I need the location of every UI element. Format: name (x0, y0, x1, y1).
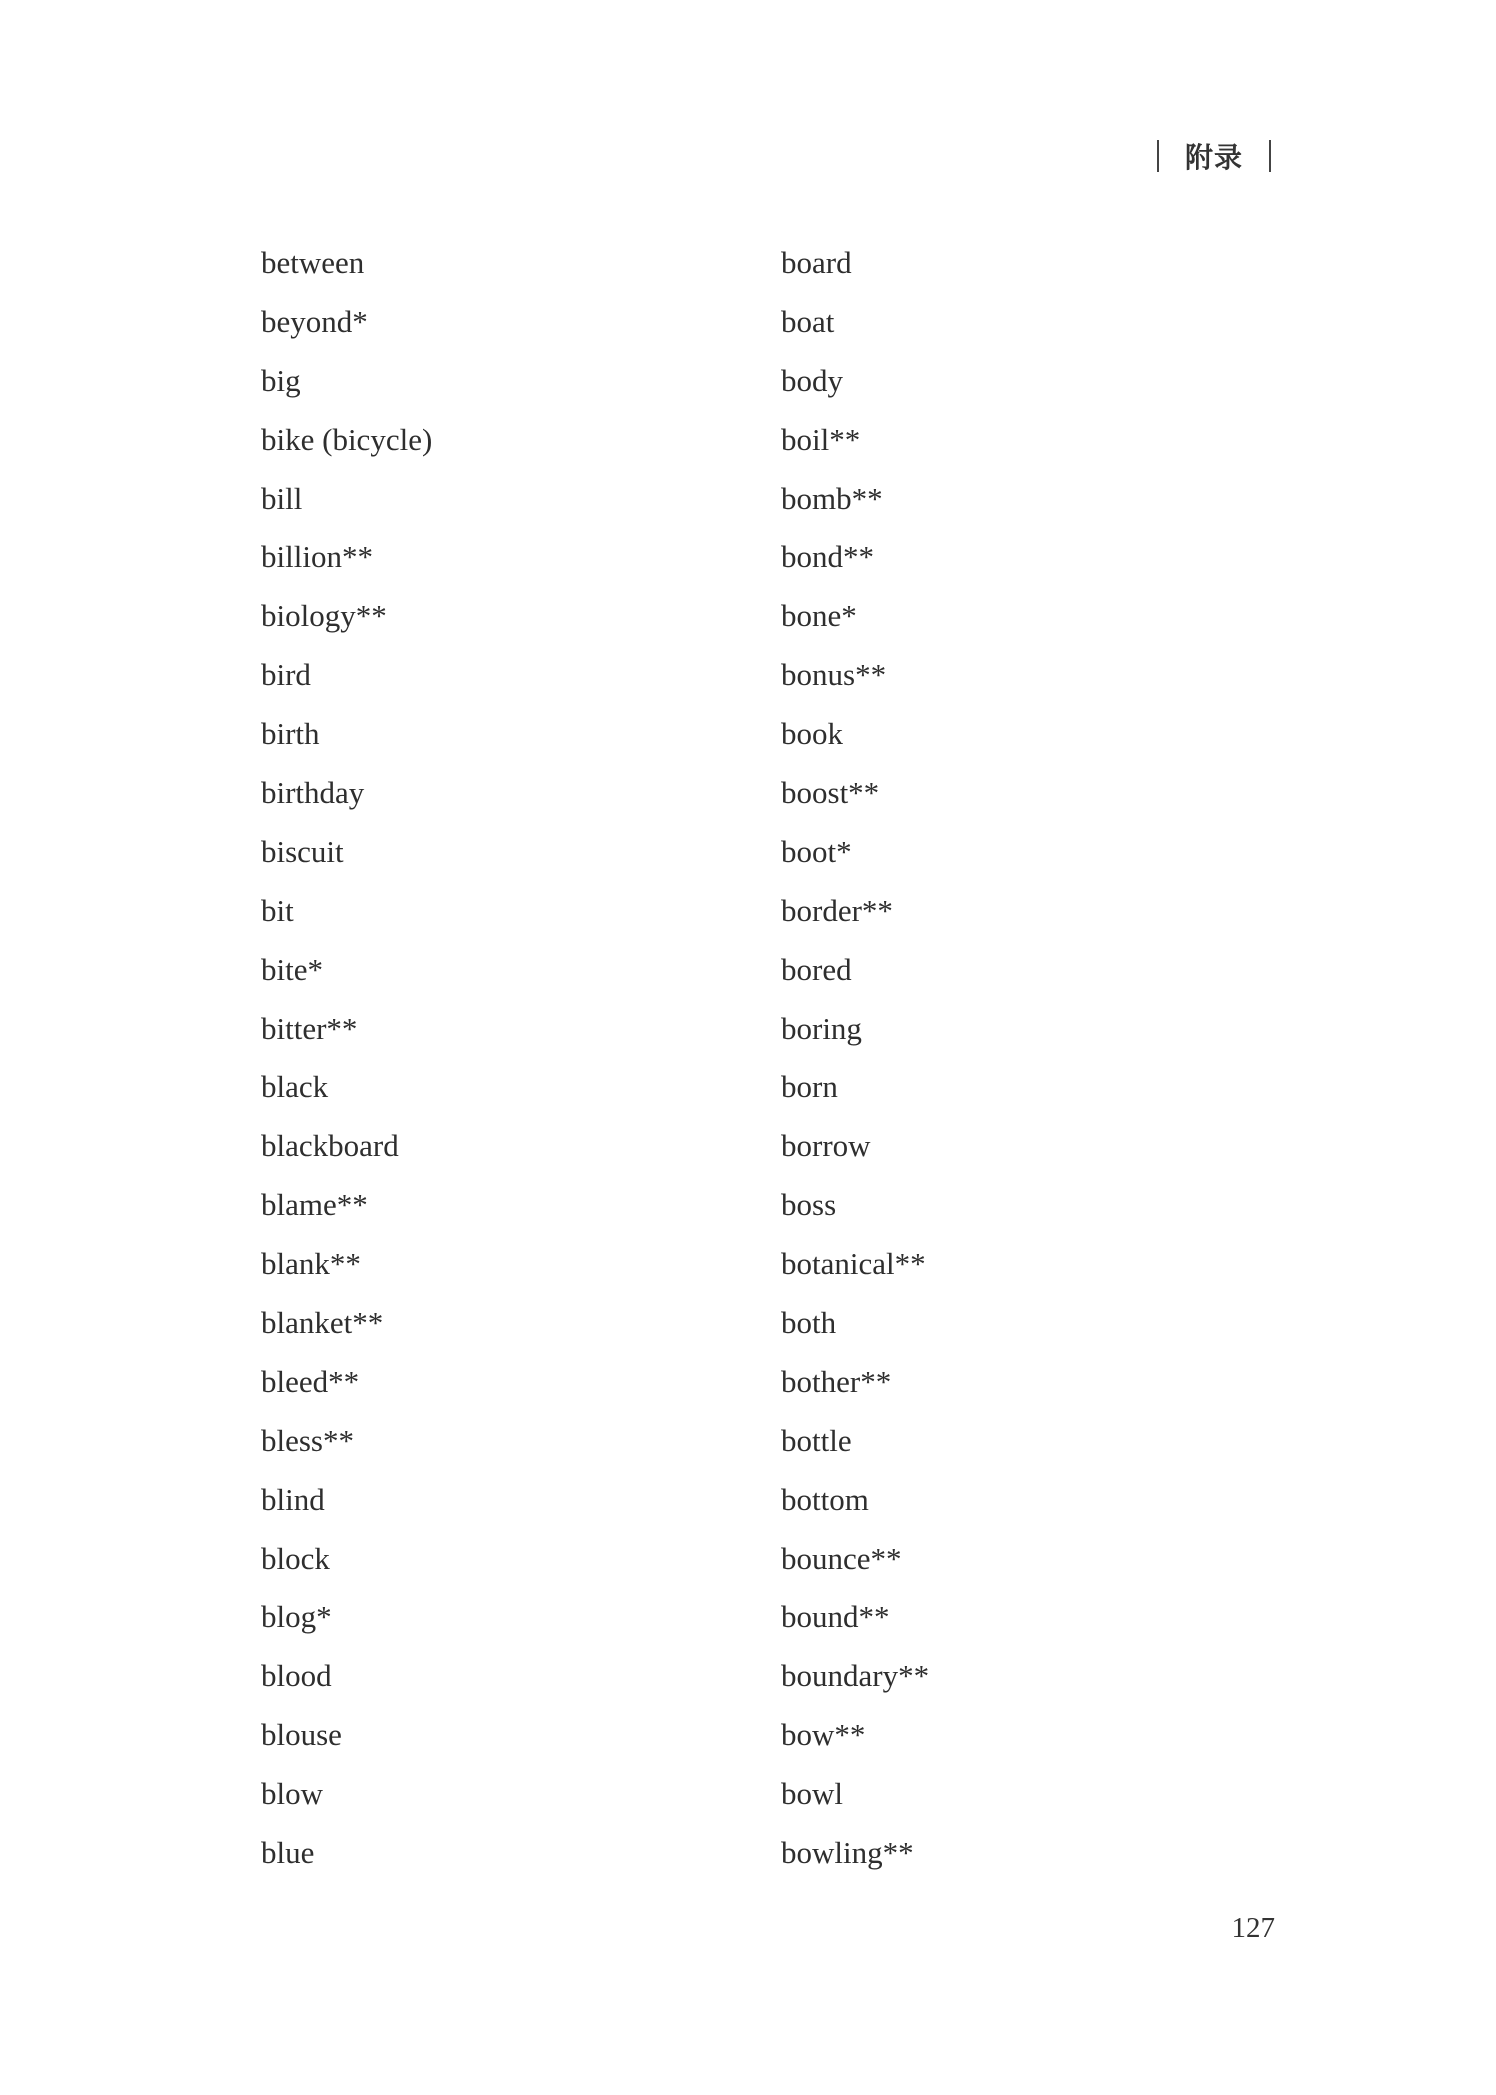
vocabulary-word: bleed** (261, 1363, 360, 1399)
vocabulary-word: bounce** (781, 1540, 902, 1576)
vocabulary-word: between (261, 245, 365, 280)
vocabulary-word: boundary** (781, 1658, 930, 1694)
vocabulary-word: blue (261, 1835, 315, 1871)
vocabulary-word: bother** (781, 1363, 892, 1399)
vocabulary-word: boring (781, 1010, 862, 1046)
vocabulary-list (261, 234, 1301, 1883)
header-divider-left (1157, 140, 1159, 172)
vocabulary-word: biscuit (261, 833, 344, 869)
vocabulary-word: boot* (781, 833, 852, 869)
vocabulary-word: body (781, 362, 843, 398)
vocabulary-word: bowl (781, 1776, 843, 1812)
vocabulary-word: book (781, 716, 843, 752)
page-number: 127 (1231, 1912, 1275, 1944)
vocabulary-word: border** (781, 892, 893, 928)
vocabulary-word: board (781, 245, 852, 280)
vocabulary-word: bite* (261, 951, 323, 987)
vocabulary-word: bird (261, 657, 311, 693)
vocabulary-word: big (261, 362, 301, 398)
vocabulary-word: boost** (781, 775, 880, 811)
vocabulary-word: bottle (781, 1422, 852, 1458)
vocabulary-word: block (261, 1540, 330, 1576)
vocabulary-word: bottom (781, 1481, 869, 1517)
vocabulary-word: bike (bicycle) (261, 421, 433, 457)
vocabulary-word: botanical** (781, 1246, 926, 1282)
vocabulary-word: blog* (261, 1599, 332, 1635)
vocabulary-word: birth (261, 716, 320, 752)
vocabulary-word: beyond* (261, 303, 368, 339)
vocabulary-word: boss (781, 1187, 837, 1223)
vocabulary-word: bit (261, 892, 294, 928)
vocabulary-word: blank** (261, 1246, 361, 1282)
vocabulary-word: black (261, 1069, 329, 1105)
vocabulary-word: borrow (781, 1128, 871, 1164)
header-divider-right (1269, 140, 1271, 172)
vocabulary-word: biology** (261, 598, 387, 634)
vocabulary-word: blind (261, 1481, 325, 1517)
vocabulary-word: born (781, 1069, 838, 1105)
vocabulary-word: bow** (781, 1717, 866, 1753)
vocabulary-word: blanket** (261, 1305, 384, 1341)
vocabulary-word: birthday (261, 775, 365, 811)
vocabulary-word: bomb** (781, 480, 883, 516)
vocabulary-word: both (781, 1305, 837, 1341)
vocabulary-word: bone* (781, 598, 857, 634)
vocabulary-word: blackboard (261, 1128, 399, 1164)
vocabulary-word: bored (781, 951, 852, 987)
vocabulary-word: blood (261, 1658, 332, 1694)
vocabulary-word: blouse (261, 1717, 342, 1753)
vocabulary-word: bonus** (781, 657, 887, 693)
vocabulary-word: boil** (781, 421, 861, 457)
vocabulary-word: bowling** (781, 1835, 914, 1871)
vocabulary-word: bless** (261, 1422, 354, 1458)
vocabulary-word: billion** (261, 539, 373, 575)
vocabulary-word: blow (261, 1776, 323, 1812)
vocabulary-word: bitter** (261, 1010, 358, 1046)
vocabulary-word: bond** (781, 539, 874, 575)
vocabulary-word: boat (781, 303, 835, 339)
running-header (1157, 136, 1271, 176)
section-title: 附录 (1184, 141, 1243, 174)
vocabulary-column-left (261, 234, 781, 1883)
vocabulary-word: blame** (261, 1187, 368, 1223)
vocabulary-word: bill (261, 480, 303, 516)
vocabulary-word: bound** (781, 1599, 890, 1635)
vocabulary-column-right (781, 234, 1301, 1883)
